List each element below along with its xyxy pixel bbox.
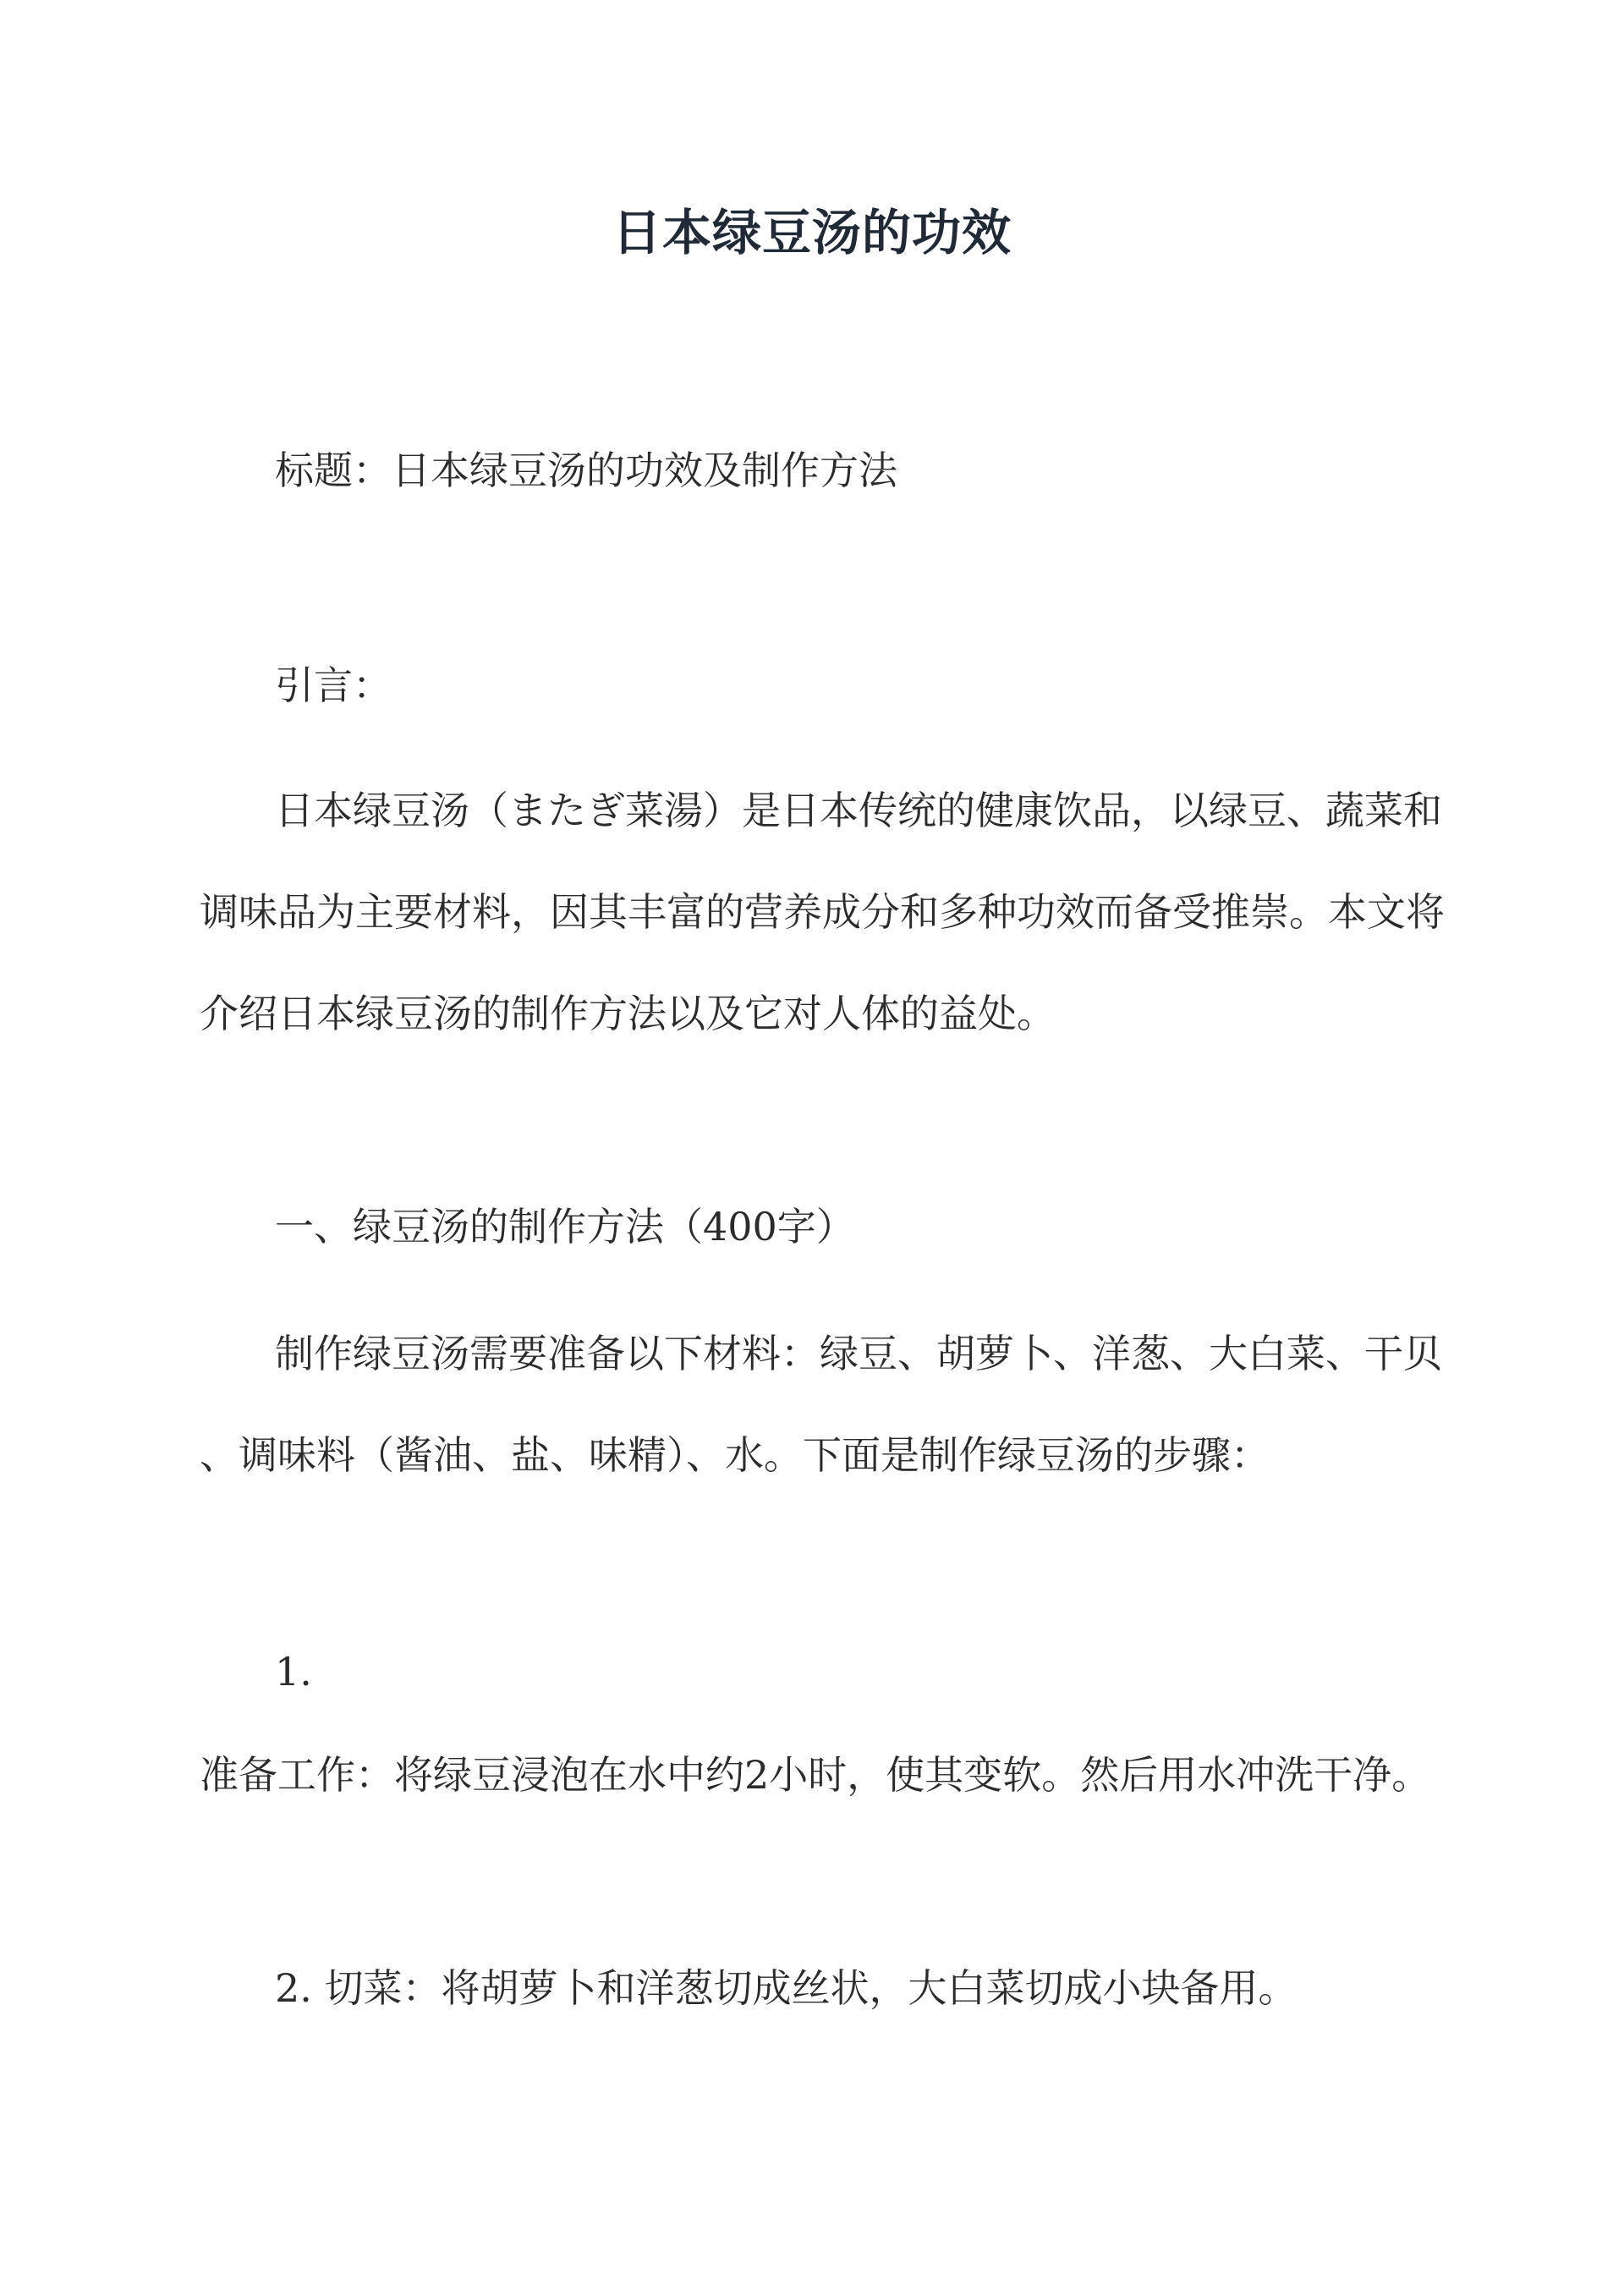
paragraph-line: 介绍日本绿豆汤的制作方法以及它对人体的益处。 xyxy=(200,991,1056,1036)
paragraph-line: 制作绿豆汤需要准备以下材料：绿豆、胡萝卜、洋葱、大白菜、干贝 xyxy=(275,1331,1442,1376)
document-title: 日本绿豆汤的功效 xyxy=(612,204,1012,261)
paragraph-line: 调味品为主要材料，因其丰富的营养成分和多种功效而备受推崇。本文将 xyxy=(200,889,1445,935)
paragraph-line: 日本绿豆汤（またぎ菜湯）是日本传统的健康饮品，以绿豆、蔬菜和 xyxy=(275,788,1442,833)
intro-heading: 引言： xyxy=(275,662,392,708)
list-item-text: 准备工作：将绿豆浸泡在水中约2小时，使其变软。然后用水冲洗干净。 xyxy=(200,1752,1431,1798)
list-item: 2. 切菜：将胡萝卜和洋葱切成丝状，大白菜切成小块备用。 xyxy=(275,1965,1298,2011)
section-heading: 一、绿豆汤的制作方法（400字） xyxy=(275,1204,855,1250)
paragraph-line: 、调味料（酱油、盐、味精）、水。下面是制作绿豆汤的步骤： xyxy=(200,1432,1270,1478)
subtitle-line: 标题：日本绿豆汤的功效及制作方法 xyxy=(275,448,897,493)
list-number: 1. xyxy=(275,1649,312,1695)
